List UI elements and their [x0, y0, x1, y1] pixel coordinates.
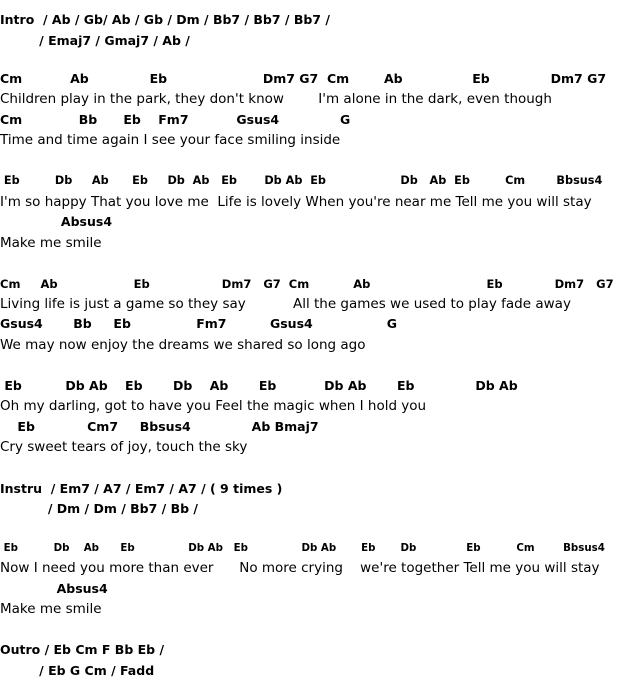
instru-line: Instru / Em7 / A7 / Em7 / A7 / ( 9 times ) — [0, 481, 283, 496]
lyric-line: Make me smile — [0, 235, 102, 251]
chord-line: Eb Db Ab Eb Db Ab Eb Db Ab Eb Db Ab — [0, 378, 518, 393]
lyric-line: Oh my darling, got to have you Feel the magic when I hold you — [0, 398, 427, 414]
lyric-line: Now I need you more than ever No more crying we're together Tell me you will stay — [0, 560, 600, 576]
chord-line: Cm Ab Eb Dm7 G7 Cm Ab Eb Dm7 G7 — [0, 277, 614, 291]
chord-line: Cm Ab Eb Dm7 G7 Cm Ab Eb Dm7 G7 — [0, 71, 607, 86]
intro-line: Intro / Ab / Gb/ Ab / Gb / Dm / Bb7 / Bb7 / Bb7 / — [0, 12, 330, 27]
chord-line: Eb Db Ab Eb Db Ab Eb Db Ab Eb Db Eb Cm Bbsus4 — [0, 542, 605, 554]
chord-line: Eb Db Ab Eb Db Ab Eb Db Ab Eb Db Ab Eb Cm Bbsus4 — [0, 174, 603, 187]
intro-line: / Emaj7 / Gmaj7 / Ab / — [0, 33, 190, 48]
lyric-line: We may now enjoy the dreams we shared so long ago — [0, 337, 366, 353]
chord-line: Gsus4 Bb Eb Fm7 Gsus4 G — [0, 316, 397, 331]
lyric-line: Cry sweet tears of joy, touch the sky — [0, 439, 248, 455]
instru-line: / Dm / Dm / Bb7 / Bb / — [0, 501, 198, 516]
chord-line: Eb Cm7 Bbsus4 Ab Bmaj7 — [0, 419, 319, 434]
lyric-line: Time and time again I see your face smiling inside — [0, 132, 341, 148]
lyric-line: Living life is just a game so they say All the games we used to play fade away — [0, 296, 571, 312]
chord-line: Cm Bb Eb Fm7 Gsus4 G — [0, 112, 351, 127]
chord-line: Absus4 — [0, 214, 113, 229]
lyric-line: I'm so happy That you love me Life is lovely When you're near me Tell me you will stay — [0, 194, 592, 210]
lyric-line: Children play in the park, they don't know I'm alone in the dark, even though — [0, 91, 552, 107]
chord-line: Absus4 — [0, 581, 108, 596]
outro-line: Outro / Eb Cm F Bb Eb / — [0, 642, 165, 657]
lyric-line: Make me smile — [0, 601, 102, 617]
outro-line: / Eb G Cm / Fadd — [0, 663, 155, 678]
